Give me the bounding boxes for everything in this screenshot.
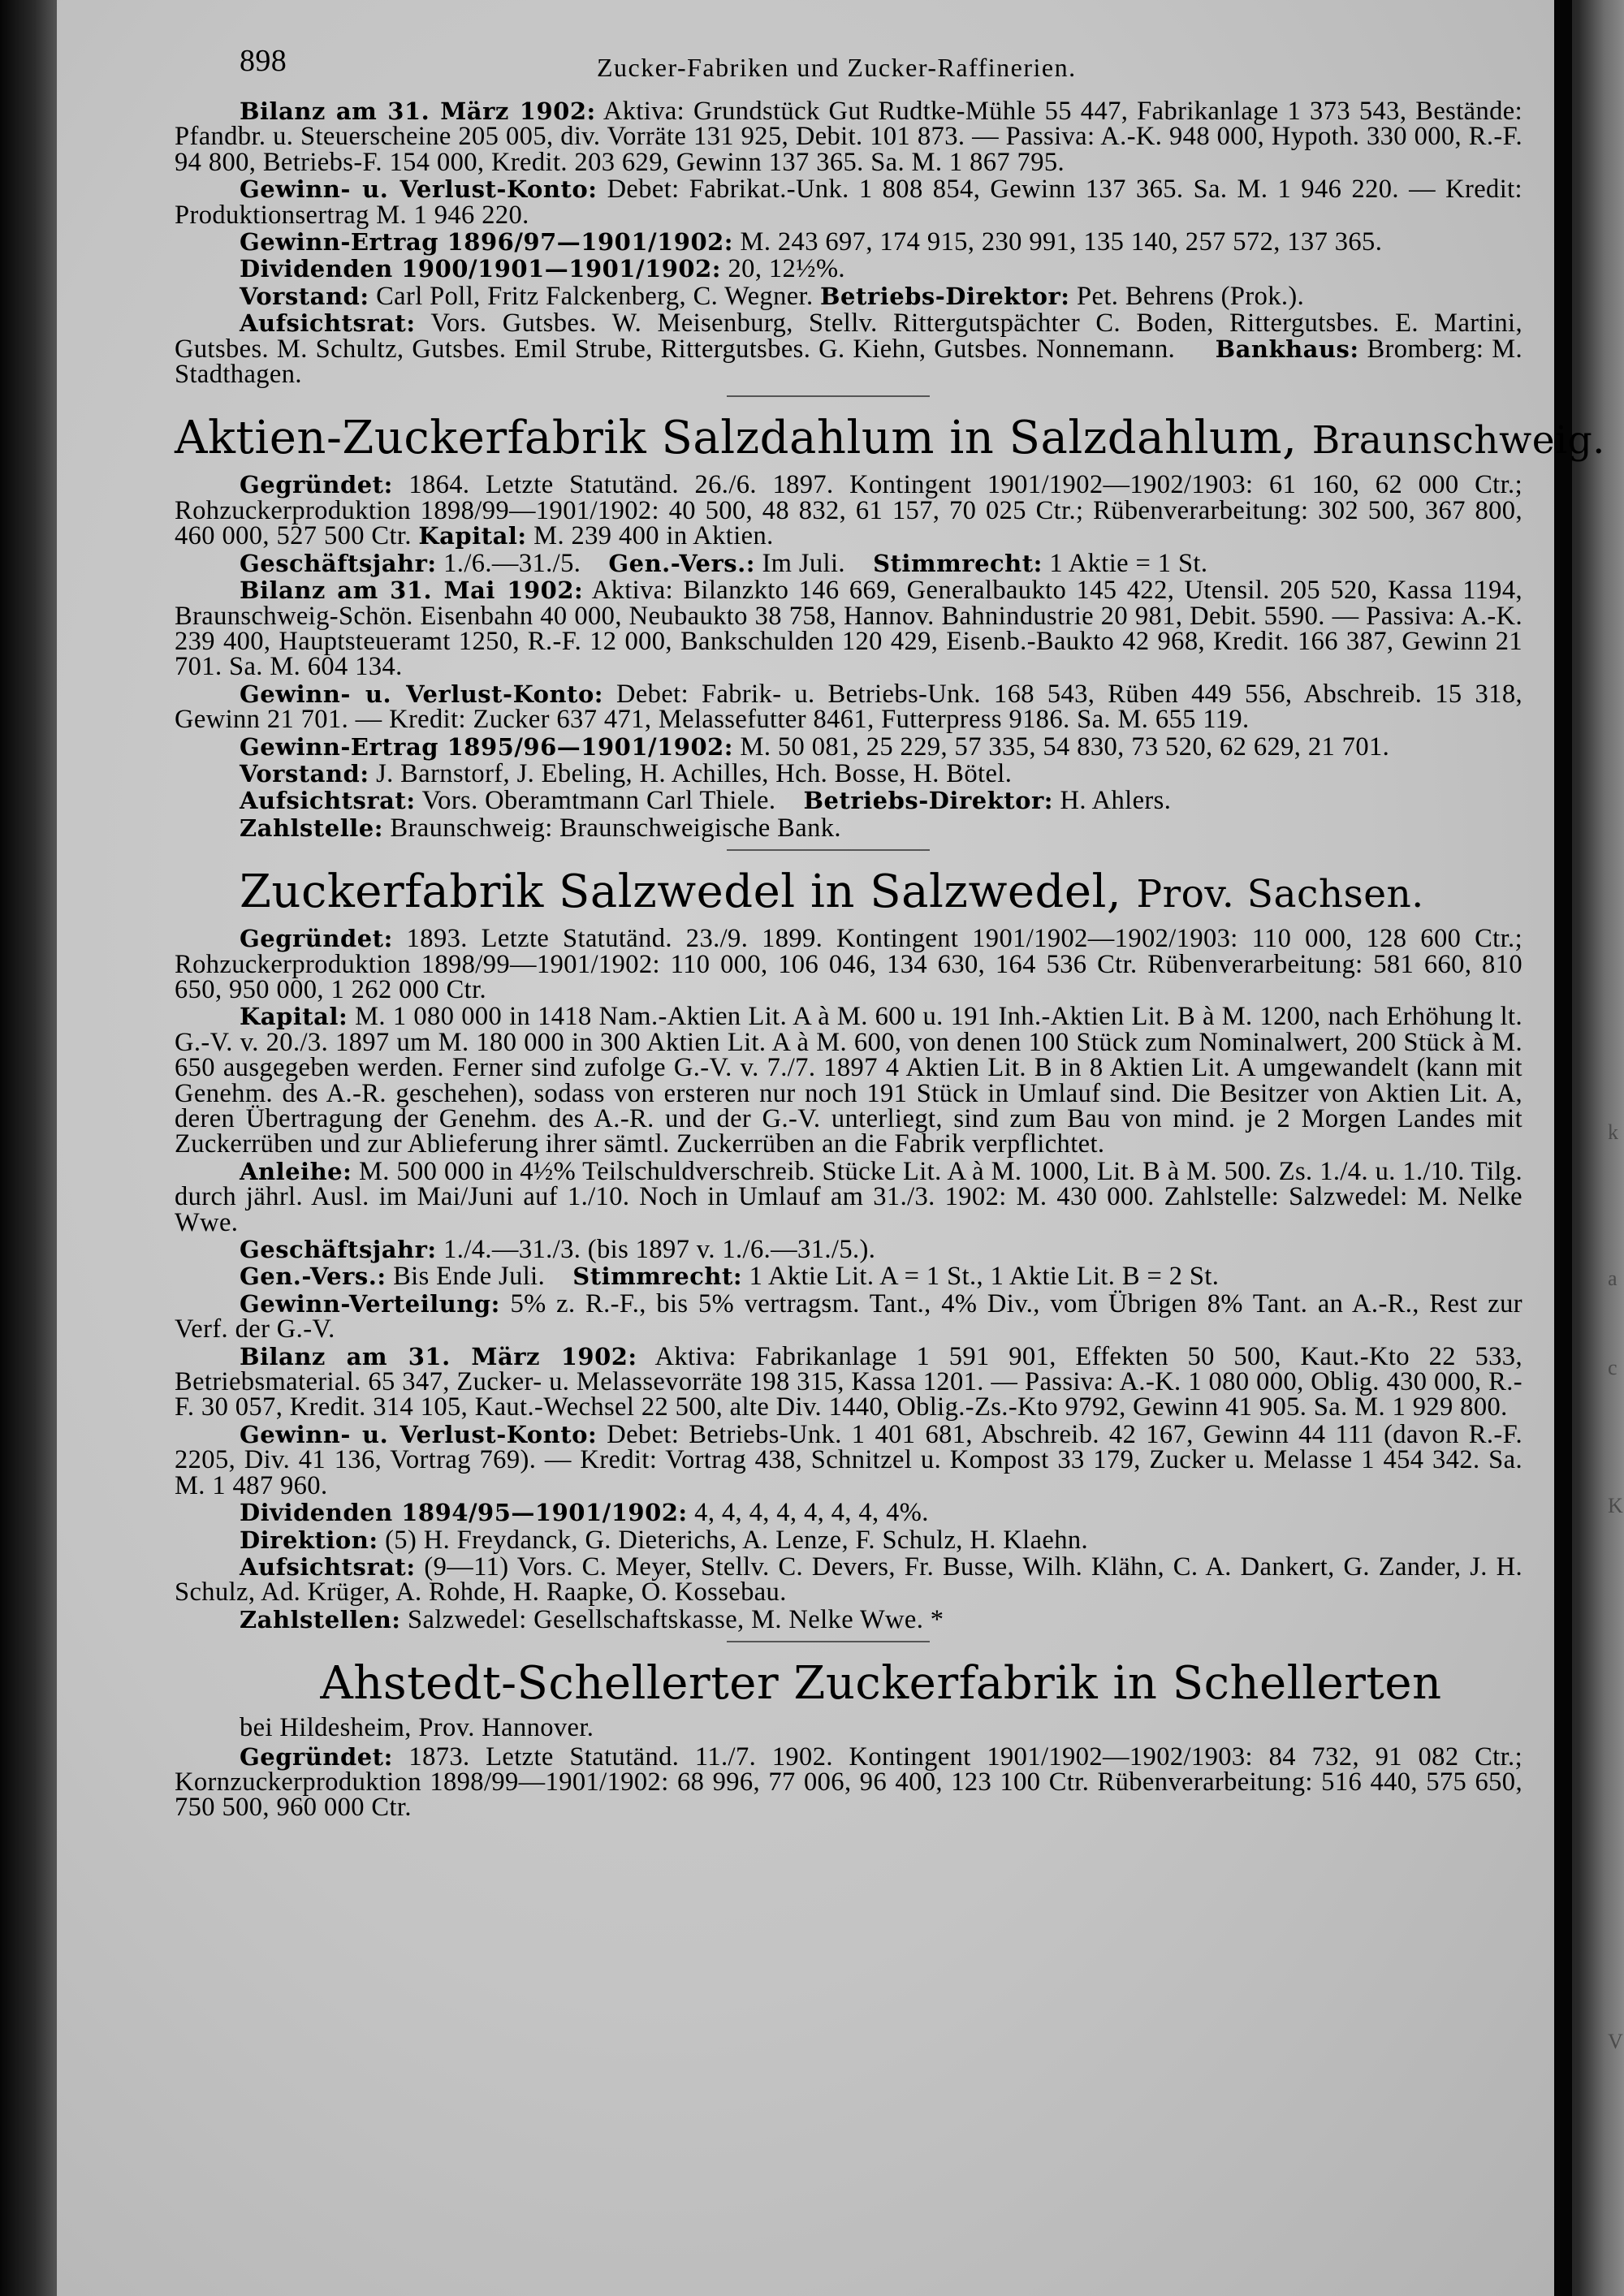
dividenden-text: 4, 4, 4, 4, 4, 4, 4, 4%. (694, 1498, 929, 1528)
scan-edge-right (1559, 0, 1624, 2296)
entry-salzdahlum (175, 412, 1605, 843)
zahlstellen-text: Salzwedel: Gesellschaftskasse, M. Nelke Wwe. * (408, 1604, 944, 1634)
gegruendet-label: Gegründet: (240, 925, 393, 953)
aufsichtsrat-paragraph (175, 788, 1522, 814)
zahlstellen-label: Zahlstellen: (240, 1605, 401, 1634)
direktor-label: Betriebs-Direktor: (820, 282, 1070, 310)
aufsichtsrat-paragraph (175, 309, 1523, 390)
genvers-text: Bis Ende Juli. (393, 1262, 546, 1292)
gegruendet-text: 1873. Letzte Statutänd. 11./7. 1902. Kontingent 1901/1902—1902/1903: 84 732, 91 082 Ctr.; Kornzuckerproduktion 1898/99—1901/1902: 68 996, 77 006, 96 400, 123 100 Ctr. Rübenverarbeitung: 516 440, 575 650, 750 500, 960 000 Ctr. (175, 1741, 1523, 1823)
bankhaus-label: Bankhaus: (1215, 334, 1359, 363)
dividenden-label: Dividenden 1900/1901—1901/1902: (240, 255, 721, 283)
kapital-label: Kapital: (240, 1003, 348, 1031)
stimmrecht-label: Stimmrecht: (873, 549, 1043, 577)
vorstand-paragraph (175, 758, 1522, 788)
kapital-text: M. 1 080 000 in 1418 Nam.-Aktien Lit. A à M. 600 u. 191 Inh.-Aktien Lit. B à M. 1200, nach Erhöhung lt. G.-V. v. 20./3. 1897 um M. 180 000 in 300 Aktien Lit. A à M. 600, von denen 100 Stück zum Nominalwert, 200 Stück à M. 650 ausgegeben werden. Ferner sind zufolge G.-V. v. 7./7. 1897 4 Aktien Lit. B in 8 Aktien Lit. A umgewandelt (kann mit Genehm. des A.-R. geschehen), sodass von ersteren nur noch 191 Stück in Umlauf sind. Die Besitzer von Aktien Lit. A, deren Übertragung der Genehm. des A.-R. und der G.-V. unterliegt, sind zum Bau von mind. je 2 Morgen Landes mit Zuckerrüben und zur Ablieferung ihrer sämtl. Zuckerrüben an die Fabrik verpflichtet. (175, 1002, 1522, 1159)
gegruendet-text: 1864. Letzte Statutänd. 26./6. 1897. Kontingent 1901/1902—1902/1903: 61 160, 62 000 Ctr.; Rohzuckerproduktion 1898/99—1901/1902: 40 500, 48 832, 61 157, 70 025 Ctr.; Rübenverarbeitung: 302 500, 367 800, 460 000, 527 500 Ctr. (175, 470, 1522, 551)
margin-mark: c (1608, 1356, 1618, 1379)
geschaeftsjahr-paragraph (175, 548, 1522, 578)
zahlstelle-paragraph (175, 813, 1522, 843)
guv-label: Gewinn- u. Verlust-Konto: (240, 680, 604, 708)
margin-mark: a (1608, 1267, 1618, 1290)
company-title-main: Zuckerfabrik Salzwedel in Salzwedel, (240, 865, 1122, 919)
gegruendet-paragraph (175, 470, 1522, 551)
geschaeftsjahr-text: 1./6.—31./5. (443, 548, 581, 578)
zahlstelle-text: Braunschweig: Braunschweigische Bank. (390, 813, 841, 843)
company-title (240, 1657, 1522, 1711)
bankhaus-text: Bromberg: M. Stadthagen. (175, 334, 1523, 390)
zahlstellen-paragraph (175, 1604, 1522, 1634)
anleihe-paragraph (175, 1156, 1522, 1237)
verteilung-text: 5% z. R.-F., bis 5% vertragsm. Tant., 4% Div., vom Übrigen 8% Tant. an A.-R., Rest zur Verf. der G.-V. (175, 1288, 1522, 1344)
ertrag-text: M. 243 697, 174 915, 230 991, 135 140, 257 572, 137 365. (740, 227, 1383, 257)
company-title-location: Braunschweig. (1311, 418, 1605, 464)
direktor-label: Betriebs-Direktor: (803, 787, 1053, 815)
aufsichtsrat-label: Aufsichtsrat: (240, 309, 416, 338)
guv-text: Debet: Fabrik- u. Betriebs-Unk. 168 543, Rüben 449 556, Abschreib. 15 318, Gewinn 21 701. — Kredit: Zucker 637 471, Melassefutter 8461, Futterpress 9186. Sa. M. 655 119. (175, 679, 1522, 735)
section-divider (727, 1641, 930, 1642)
scan-edge-left (0, 0, 57, 2296)
ertrag-text: M. 50 081, 25 229, 57 335, 54 830, 73 520, 62 629, 21 701. (740, 732, 1390, 762)
bilanz-paragraph (175, 578, 1522, 680)
genvers-paragraph (175, 1262, 1522, 1292)
company-title (175, 412, 1605, 468)
ertrag-paragraph (175, 227, 1522, 257)
gegruendet-label: Gegründet: (240, 471, 393, 499)
ertrag-paragraph (175, 732, 1522, 762)
verteilung-label: Gewinn-Verteilung: (240, 1289, 500, 1318)
zahlstelle-label: Zahlstelle: (240, 814, 383, 842)
anleihe-text: M. 500 000 in 4½% Teilschuldverschreib. Stücke Lit. A à M. 1000, Lit. B à M. 500. Zs. 1./4. u. 1./10. Tilg. durch jährl. Ausl. im Mai/Juni auf 1./10. Noch in Umlauf am 31./3. 1902: M. 430 000. Zahlstelle: Salzwedel: M. Nelke Wwe. (175, 1156, 1522, 1237)
aufsichtsrat-label: Aufsichtsrat: (240, 1552, 416, 1581)
dividenden-label: Dividenden 1894/95—1901/1902: (240, 1499, 688, 1527)
verteilung-paragraph (175, 1288, 1522, 1344)
direktor-text: Pet. Behrens (Prok.). (1077, 281, 1305, 311)
bilanz-text: Aktiva: Grundstück Gut Rudtke-Mühle 55 447, Fabrikanlage 1 373 543, Bestände: Pfandbr. u. Steuerscheine 205 005, div. Vorräte 131 925, Debit. 101 873. — Passiva: A.-K. 948 000, Hypoth. 330 000, R.-F. 94 800, Betriebs-F. 154 000, Kredit. 203 629, Gewinn 137 365. Sa. M. 1 867 795. (175, 97, 1523, 177)
ertrag-label: Gewinn-Ertrag 1896/97—1901/1902: (240, 228, 734, 257)
vorstand-label: Vorstand: (240, 282, 369, 310)
bilanz-paragraph (175, 99, 1522, 175)
geschaeftsjahr-text: 1./4.—31./3. (bis 1897 v. 1./6.—31./5.). (443, 1235, 876, 1265)
kapital-paragraph (175, 1004, 1522, 1157)
aufsichtsrat-paragraph (175, 1552, 1522, 1608)
aufsichtsrat-text: Vors. Oberamtmann Carl Thiele. (421, 786, 776, 816)
stimmrecht-label: Stimmrecht: (572, 1262, 743, 1291)
geschaeftsjahr-label: Geschäftsjahr: (240, 1236, 437, 1264)
gegruendet-text: 1893. Letzte Statutänd. 23./9. 1899. Kontingent 1901/1902—1902/1903: 110 000, 128 600 Ctr.; Rohzuckerproduktion 1898/99—1901/1902: 110 000, 106 046, 134 630, 164 536 Ctr. Rübenverarbeitung: 581 660, 810 650, 950 000, 1 262 000 Ctr. (175, 924, 1522, 1004)
margin-mark: V (1608, 2030, 1623, 2053)
aufsichtsrat-text: (9—11) Vors. C. Meyer, Stellv. C. Devers, Fr. Busse, Wilh. Klähn, C. A. Dankert, G. Zander, J. H. Schulz, Ad. Krüger, A. Rohde, H. Raapke, O. Kossebau. (175, 1552, 1522, 1608)
running-title: Zucker-Fabriken und Zucker-Raffinerien. (597, 53, 1077, 82)
dividenden-text: 20, 12½%. (728, 254, 845, 284)
guv-paragraph (175, 177, 1522, 228)
guv-label: Gewinn- u. Verlust-Konto: (240, 1420, 598, 1448)
company-title-main: Ahstedt-Schellerter Zuckerfabrik in Schellerten (320, 1657, 1442, 1711)
bilanz-label: Bilanz am 31. Mai 1902: (240, 576, 584, 605)
margin-mark: k (1608, 1120, 1618, 1144)
guv-paragraph (175, 1419, 1522, 1500)
guv-label: Gewinn- u. Verlust-Konto: (240, 175, 598, 204)
entry-ahstedt-schellerten (175, 1657, 1522, 1821)
binding-shadow (1554, 0, 1572, 2296)
gegruendet-paragraph (175, 926, 1522, 1003)
direktor-text: H. Ahlers. (1060, 786, 1172, 816)
running-header (175, 44, 1522, 91)
bilanz-label: Bilanz am 31. März 1902: (240, 97, 596, 125)
guv-text: Debet: Betriebs-Unk. 1 401 681, Abschreib. 42 167, Gewinn 44 111 (davon R.-F. 2205, Div. 41 136, Vortrag 769). — Kredit: Vortrag 438, Schnitzel u. Kompost 33 179, Zucker u. Melasse 1 454 342. Sa. M. 1 487 960. (175, 1419, 1522, 1500)
dividenden-paragraph (175, 254, 1522, 284)
bilanz-text: Aktiva: Bilanzkto 146 669, Generalbaukto 145 422, Utensil. 205 520, Kassa 1194, Braunschweig-Schön. Eisenbahn 40 000, Neubaukto 38 758, Hannov. Bahnindustrie 20 981, Debit. 5590. — Passiva: A.-K. 239 400, Hauptsteueramt 1250, R.-F. 12 000, Bankschulden 120 429, Eisenb.-Baukto 42 968, Kredit. 166 387, Gewinn 21 701. Sa. M. 604 134. (175, 576, 1523, 682)
stimmrecht-text: 1 Aktie Lit. A = 1 St., 1 Aktie Lit. B = 2 St. (749, 1262, 1220, 1292)
ertrag-label: Gewinn-Ertrag 1895/96—1901/1902: (240, 732, 734, 761)
company-title-location: Prov. Sachsen. (1136, 872, 1424, 917)
vorstand-text: J. Barnstorf, J. Ebeling, H. Achilles, Hch. Bosse, H. Bötel. (376, 758, 1013, 788)
genvers-label: Gen.-Vers.: (608, 549, 755, 577)
guv-paragraph (175, 679, 1522, 735)
company-title-main: Aktien-Zuckerfabrik Salzdahlum in Salzdahlum, (175, 412, 1298, 465)
entry-salzwedel (175, 865, 1522, 1633)
direktion-label: Direktion: (240, 1526, 378, 1554)
genvers-label: Gen.-Vers.: (240, 1262, 387, 1291)
bilanz-paragraph (175, 1341, 1522, 1422)
vorstand-text: Carl Poll, Fritz Falckenberg, C. Wegner. (376, 281, 814, 311)
margin-mark: K (1608, 1494, 1623, 1517)
company-title (240, 865, 1522, 921)
aufsichtsrat-text: Vors. Gutsbes. W. Meisenburg, Stellv. Rittergutspächter C. Boden, Rittergutsbes. E. Martini, Gutsbes. M. Schultz, Gutsbes. Emil Strube, Rittergutsbes. G. Kiehn, Gutsbes. Nonnemann. (175, 309, 1522, 364)
section-divider (727, 395, 930, 397)
direktion-text: (5) H. Freydanck, G. Dieterichs, A. Lenze, F. Schulz, H. Klaehn. (385, 1525, 1089, 1555)
genvers-text: Im Juli. (762, 548, 845, 578)
company-subtitle: bei Hildesheim, Prov. Hannover. (240, 1713, 594, 1743)
bilanz-text: Aktiva: Fabrikanlage 1 591 901, Effekten 50 500, Kaut.-Kto 22 533, Betriebsmaterial. 65 347, Zucker- u. Melassevorräte 198 315, Kassa 1201. — Passiva: A.-K. 1 080 000, Oblig. 430 000, R.-F. 30 057, Kredit. 314 105, Kaut.-Wechsel 22 500, alte Div. 1440, Oblig.-Zs.-Kto 9792, Gewinn 41 905. Sa. M. 1 929 800. (175, 1341, 1522, 1422)
guv-text: Debet: Fabrikat.-Unk. 1 808 854, Gewinn 137 365. Sa. M. 1 946 220. — Kredit: Produktionsertrag M. 1 946 220. (175, 175, 1522, 230)
kapital-text: M. 239 400 in Aktien. (533, 521, 774, 551)
page-number: 898 (240, 44, 287, 78)
geschaeftsjahr-label: Geschäftsjahr: (240, 549, 437, 577)
geschaeftsjahr-paragraph (175, 1235, 1522, 1265)
vorstand-paragraph (175, 281, 1522, 311)
dividenden-paragraph (175, 1500, 1522, 1526)
entry-continuation (175, 97, 1523, 390)
page-content (175, 44, 1605, 1823)
anleihe-label: Anleihe: (240, 1157, 352, 1185)
gegruendet-paragraph (175, 1741, 1523, 1823)
vorstand-label: Vorstand: (240, 759, 369, 788)
kapital-label: Kapital: (418, 522, 527, 550)
gegruendet-label: Gegründet: (240, 1742, 393, 1771)
aufsichtsrat-label: Aufsichtsrat: (240, 787, 416, 815)
stimmrecht-text: 1 Aktie = 1 St. (1049, 548, 1208, 578)
bilanz-label: Bilanz am 31. März 1902: (240, 1342, 637, 1370)
direktion-paragraph (175, 1525, 1522, 1555)
section-divider (727, 849, 930, 851)
